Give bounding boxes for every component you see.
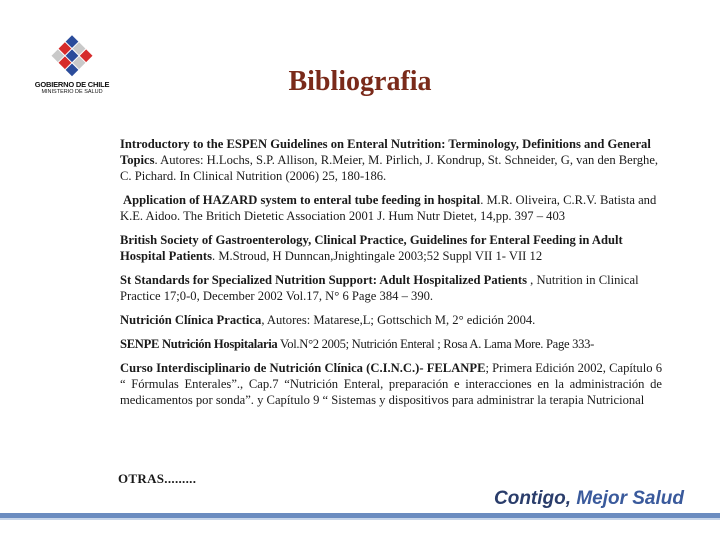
reference-title: SENPE Nutrición Hospitalaria xyxy=(120,337,278,351)
reference-details: Vol.N°2 2005; Nutrición Enteral ; Rosa A. Lama More. Page 333- xyxy=(277,337,594,351)
reference-title: St Standards for Specialized Nutrition Support: Adult Hospitalized Patients xyxy=(120,273,528,287)
logo-text-ministry: MINISTERIO DE SALUD xyxy=(41,89,103,95)
reference-details: . Autores: H.Lochs, S.P. Allison, R.Meier, M. Pirlich, J. Kondrup, St. Schneider, G, van den Berghe, C. Pichard. In Clinical Nutrition (2006) 25, 180-186. xyxy=(120,153,659,183)
more-references-label: OTRAS......... xyxy=(118,471,197,486)
reference-title: Application of HAZARD system to enteral tube feeding in hospital xyxy=(123,193,481,207)
footer-bar-light xyxy=(0,518,720,520)
reference-details: . M.Stroud, H Dunncan,Jnightingale 2003;52 Suppl VII 1- VII 12 xyxy=(212,249,543,263)
reference-item xyxy=(120,136,662,184)
reference-details: , Autores: Matarese,L; Gottschich M, 2° edición 2004. xyxy=(261,313,536,327)
slogan-part-2: Mejor Salud xyxy=(576,488,684,509)
reference-details: . M.R. Oliveira, C.R.V. Batista and K.E. Aidoo. The Britich Dietetic Association 2001 J. Hum Nutr Dietet, 14,pp. 397 – 403 xyxy=(120,193,657,223)
reference-title: British Society of Gastroenterology, Clinical Practice, Guidelines for Enteral Feeding in Adult Hospital Patients xyxy=(120,233,623,263)
reference-item xyxy=(120,272,662,304)
reference-list xyxy=(120,136,662,416)
reference-item xyxy=(120,360,662,408)
page-title: Bibliografia xyxy=(288,66,432,97)
reference-title: Curso Interdisciplinario de Nutrición Clínica (C.I.N.C.)- FELANPE xyxy=(120,361,486,375)
reference-item xyxy=(120,192,662,224)
reference-item xyxy=(120,312,662,328)
reference-item xyxy=(120,336,662,352)
slogan xyxy=(494,488,684,510)
slogan-part-1: Contigo, xyxy=(494,488,577,509)
reference-details: ; Primera Edición 2002, Capítulo 6 “ Fórmulas Enterales”., Cap.7 “Nutrición Enteral, preparación e interacciones en la administración de medicamentos por sonda”. y Capítulo 9 “ Sistemas y dispositivos para administrar la terapia Nutricional xyxy=(120,361,662,407)
reference-details: , Nutrition in Clinical Practice 17;0-0, December 2002 Vol.17, N° 6 Page 384 – 390. xyxy=(120,273,639,303)
reference-title: Nutrición Clínica Practica xyxy=(120,313,262,327)
reference-item xyxy=(120,232,662,264)
logo-text-government: GOBIERNO DE CHILE xyxy=(34,80,110,89)
reference-title: Introductory to the ESPEN Guidelines on Enteral Nutrition: Terminology, Definitions and General Topics xyxy=(120,137,651,167)
